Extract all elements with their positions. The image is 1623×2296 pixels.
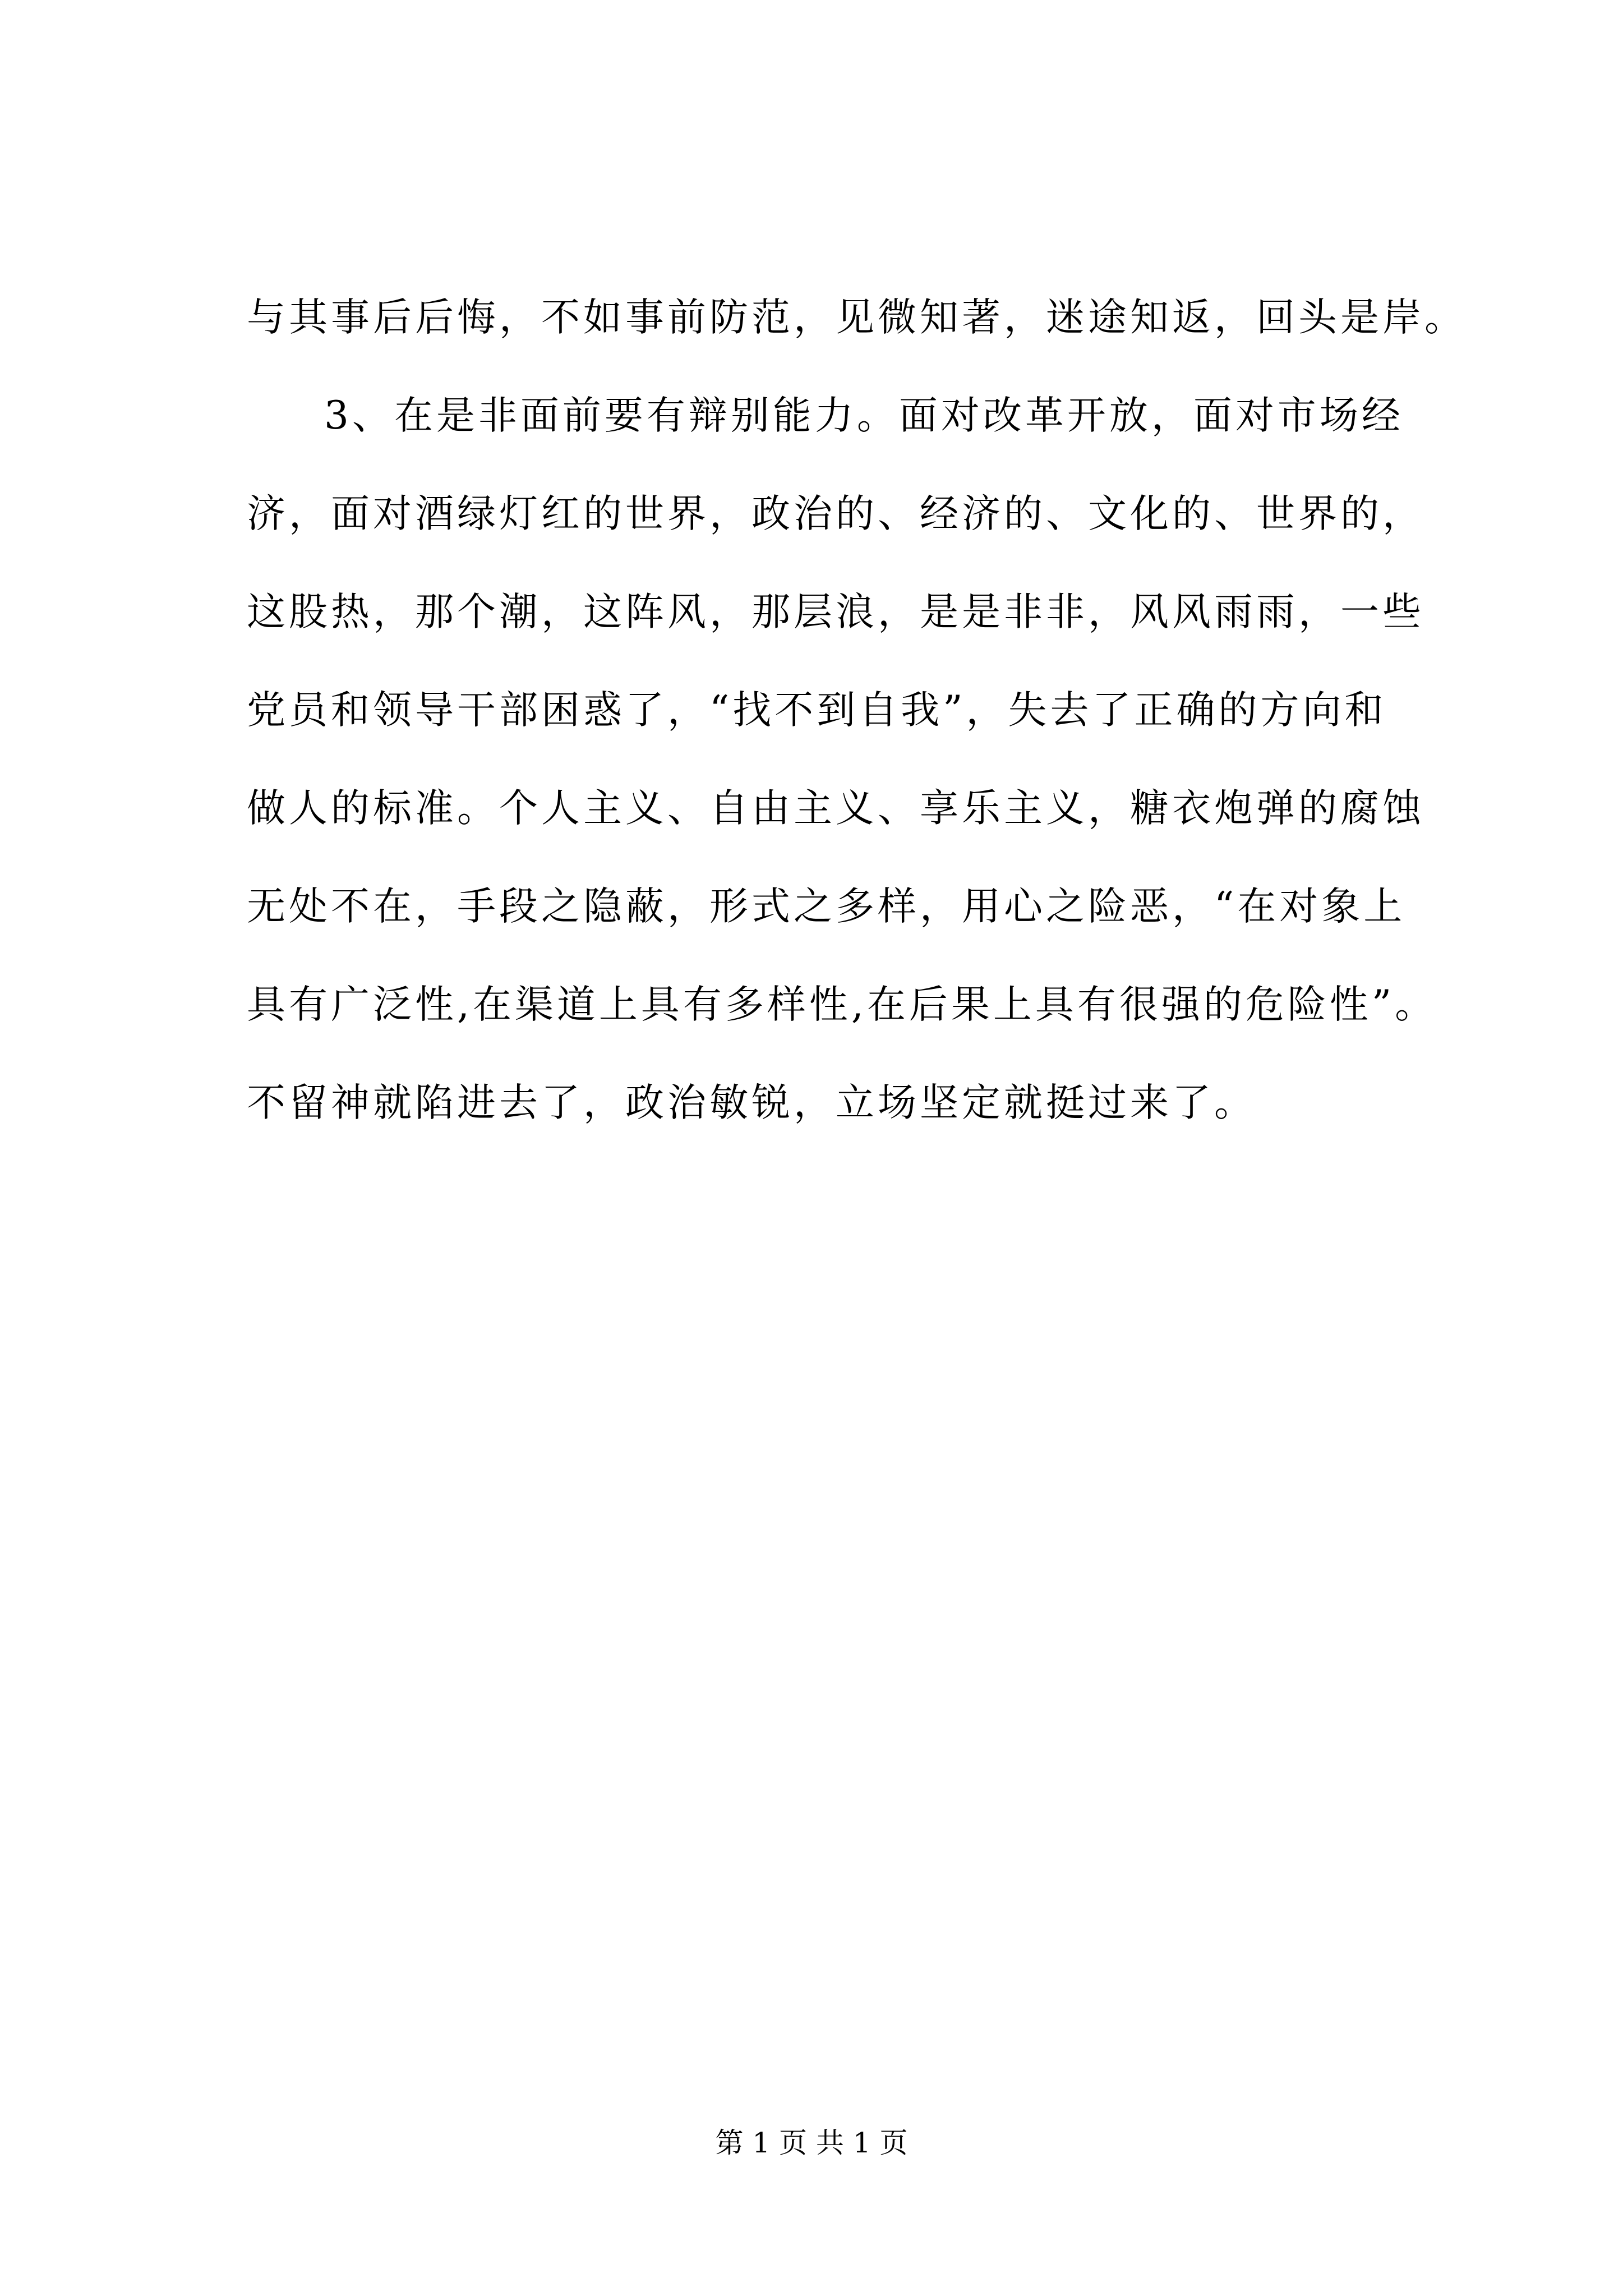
paragraph-line-2: 3、在是非面前要有辩别能力。面对改革开放，面对市场经 xyxy=(324,393,1404,438)
paragraph-line-8: 具有广泛性,在渠道上具有多样性,在后果上具有很强的危险性”。 xyxy=(247,982,1437,1027)
paragraph-line-5: 党员和领导干部困惑了，“找不到自我”，失去了正确的方向和 xyxy=(247,688,1387,733)
page-footer: 第 1 页 共 1 页 xyxy=(715,2127,908,2159)
paragraph-line-7: 无处不在，手段之隐蔽，形式之多样，用心之险恶，“在对象上 xyxy=(247,884,1406,929)
paragraph-line-3: 济，面对酒绿灯红的世界，政治的、经济的、文化的、世界的， xyxy=(247,491,1424,536)
paragraph-line-6: 做人的标准。个人主义、自由主义、享乐主义，糖衣炮弹的腐蚀 xyxy=(247,786,1424,831)
paragraph-line-1: 与其事后后悔，不如事前防范，见微知著，迷途知返，回头是岸。 xyxy=(247,295,1467,340)
paragraph-line-9: 不留神就陷进去了，政治敏锐，立场坚定就挺过来了。 xyxy=(247,1080,1256,1125)
paragraph-line-4: 这股热，那个潮，这阵风，那层浪，是是非非，风风雨雨，一些 xyxy=(247,590,1424,634)
